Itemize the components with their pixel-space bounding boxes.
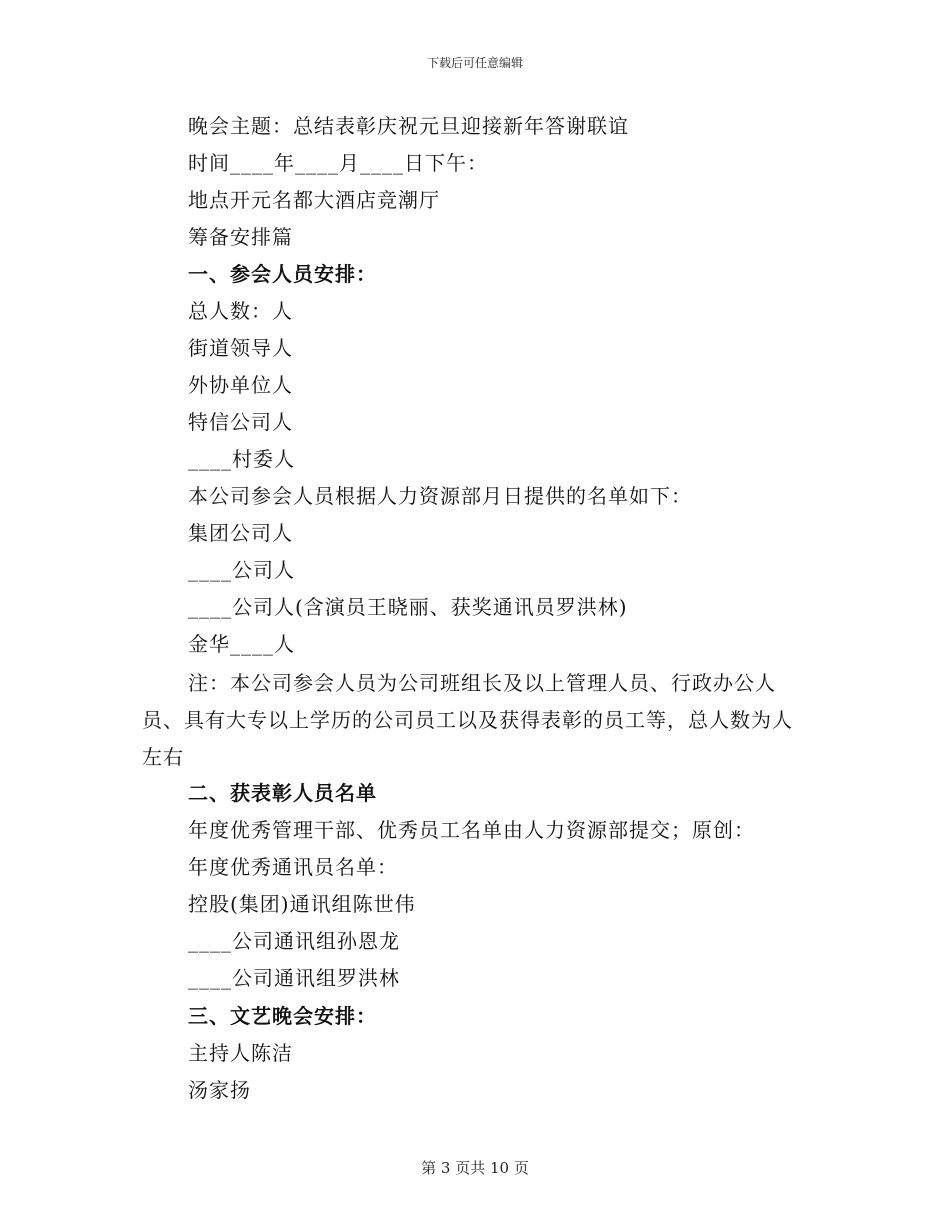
attendee-item: 外协单位人 [188,373,293,397]
correspondent-item: ____公司通讯组罗洪林 [188,966,400,990]
host-item: 汤家扬 [188,1078,251,1102]
attendee-item: ____公司人 [188,558,295,582]
correspondent-item: 控股(集团)通讯组陈世伟 [188,892,416,916]
event-theme: 晚会主题：总结表彰庆祝元旦迎接新年答谢联谊 [188,114,629,138]
attendee-item: 街道领导人 [188,336,293,360]
page-footer: 第 3 页共 10 页 [421,1159,529,1177]
host-item: 主持人陈洁 [188,1041,293,1065]
correspondent-item: ____公司通讯组孙恩龙 [188,929,400,953]
heading-awardees: 二、获表彰人员名单 [188,781,377,805]
note-text: 注：本公司参会人员为公司班组长及以上管理人员、行政办公人员、具有大专以上学历的公司员工以及获得表彰的员工等，总人数为人左右 [142,671,793,769]
awardee-intro: 年度优秀管理干部、优秀员工名单由人力资源部提交；原创： [188,818,755,842]
company-list-intro: 本公司参会人员根据人力资源部月日提供的名单如下： [188,484,692,508]
total-count: 总人数：人 [188,299,293,323]
event-location: 地点开元名都大酒店竞潮厅 [188,188,440,212]
note-paragraph [142,665,802,776]
attendee-item: 金华____人 [188,632,295,656]
attendee-item: ____公司人(含演员王晓丽、获奖通讯员罗洪林) [188,595,628,619]
event-time: 时间____年____月____日下午： [188,151,488,175]
correspondent-list-title: 年度优秀通讯员名单： [188,855,398,879]
section-preparation: 筹备安排篇 [188,225,293,249]
page-header: 下载后可任意编辑 [426,56,523,70]
attendee-item: 特信公司人 [188,410,293,434]
heading-gala: 三、文艺晚会安排： [188,1004,377,1028]
attendee-item: 集团公司人 [188,521,293,545]
heading-attendees: 一、参会人员安排： [188,262,377,286]
attendee-item: ____村委人 [188,447,295,471]
